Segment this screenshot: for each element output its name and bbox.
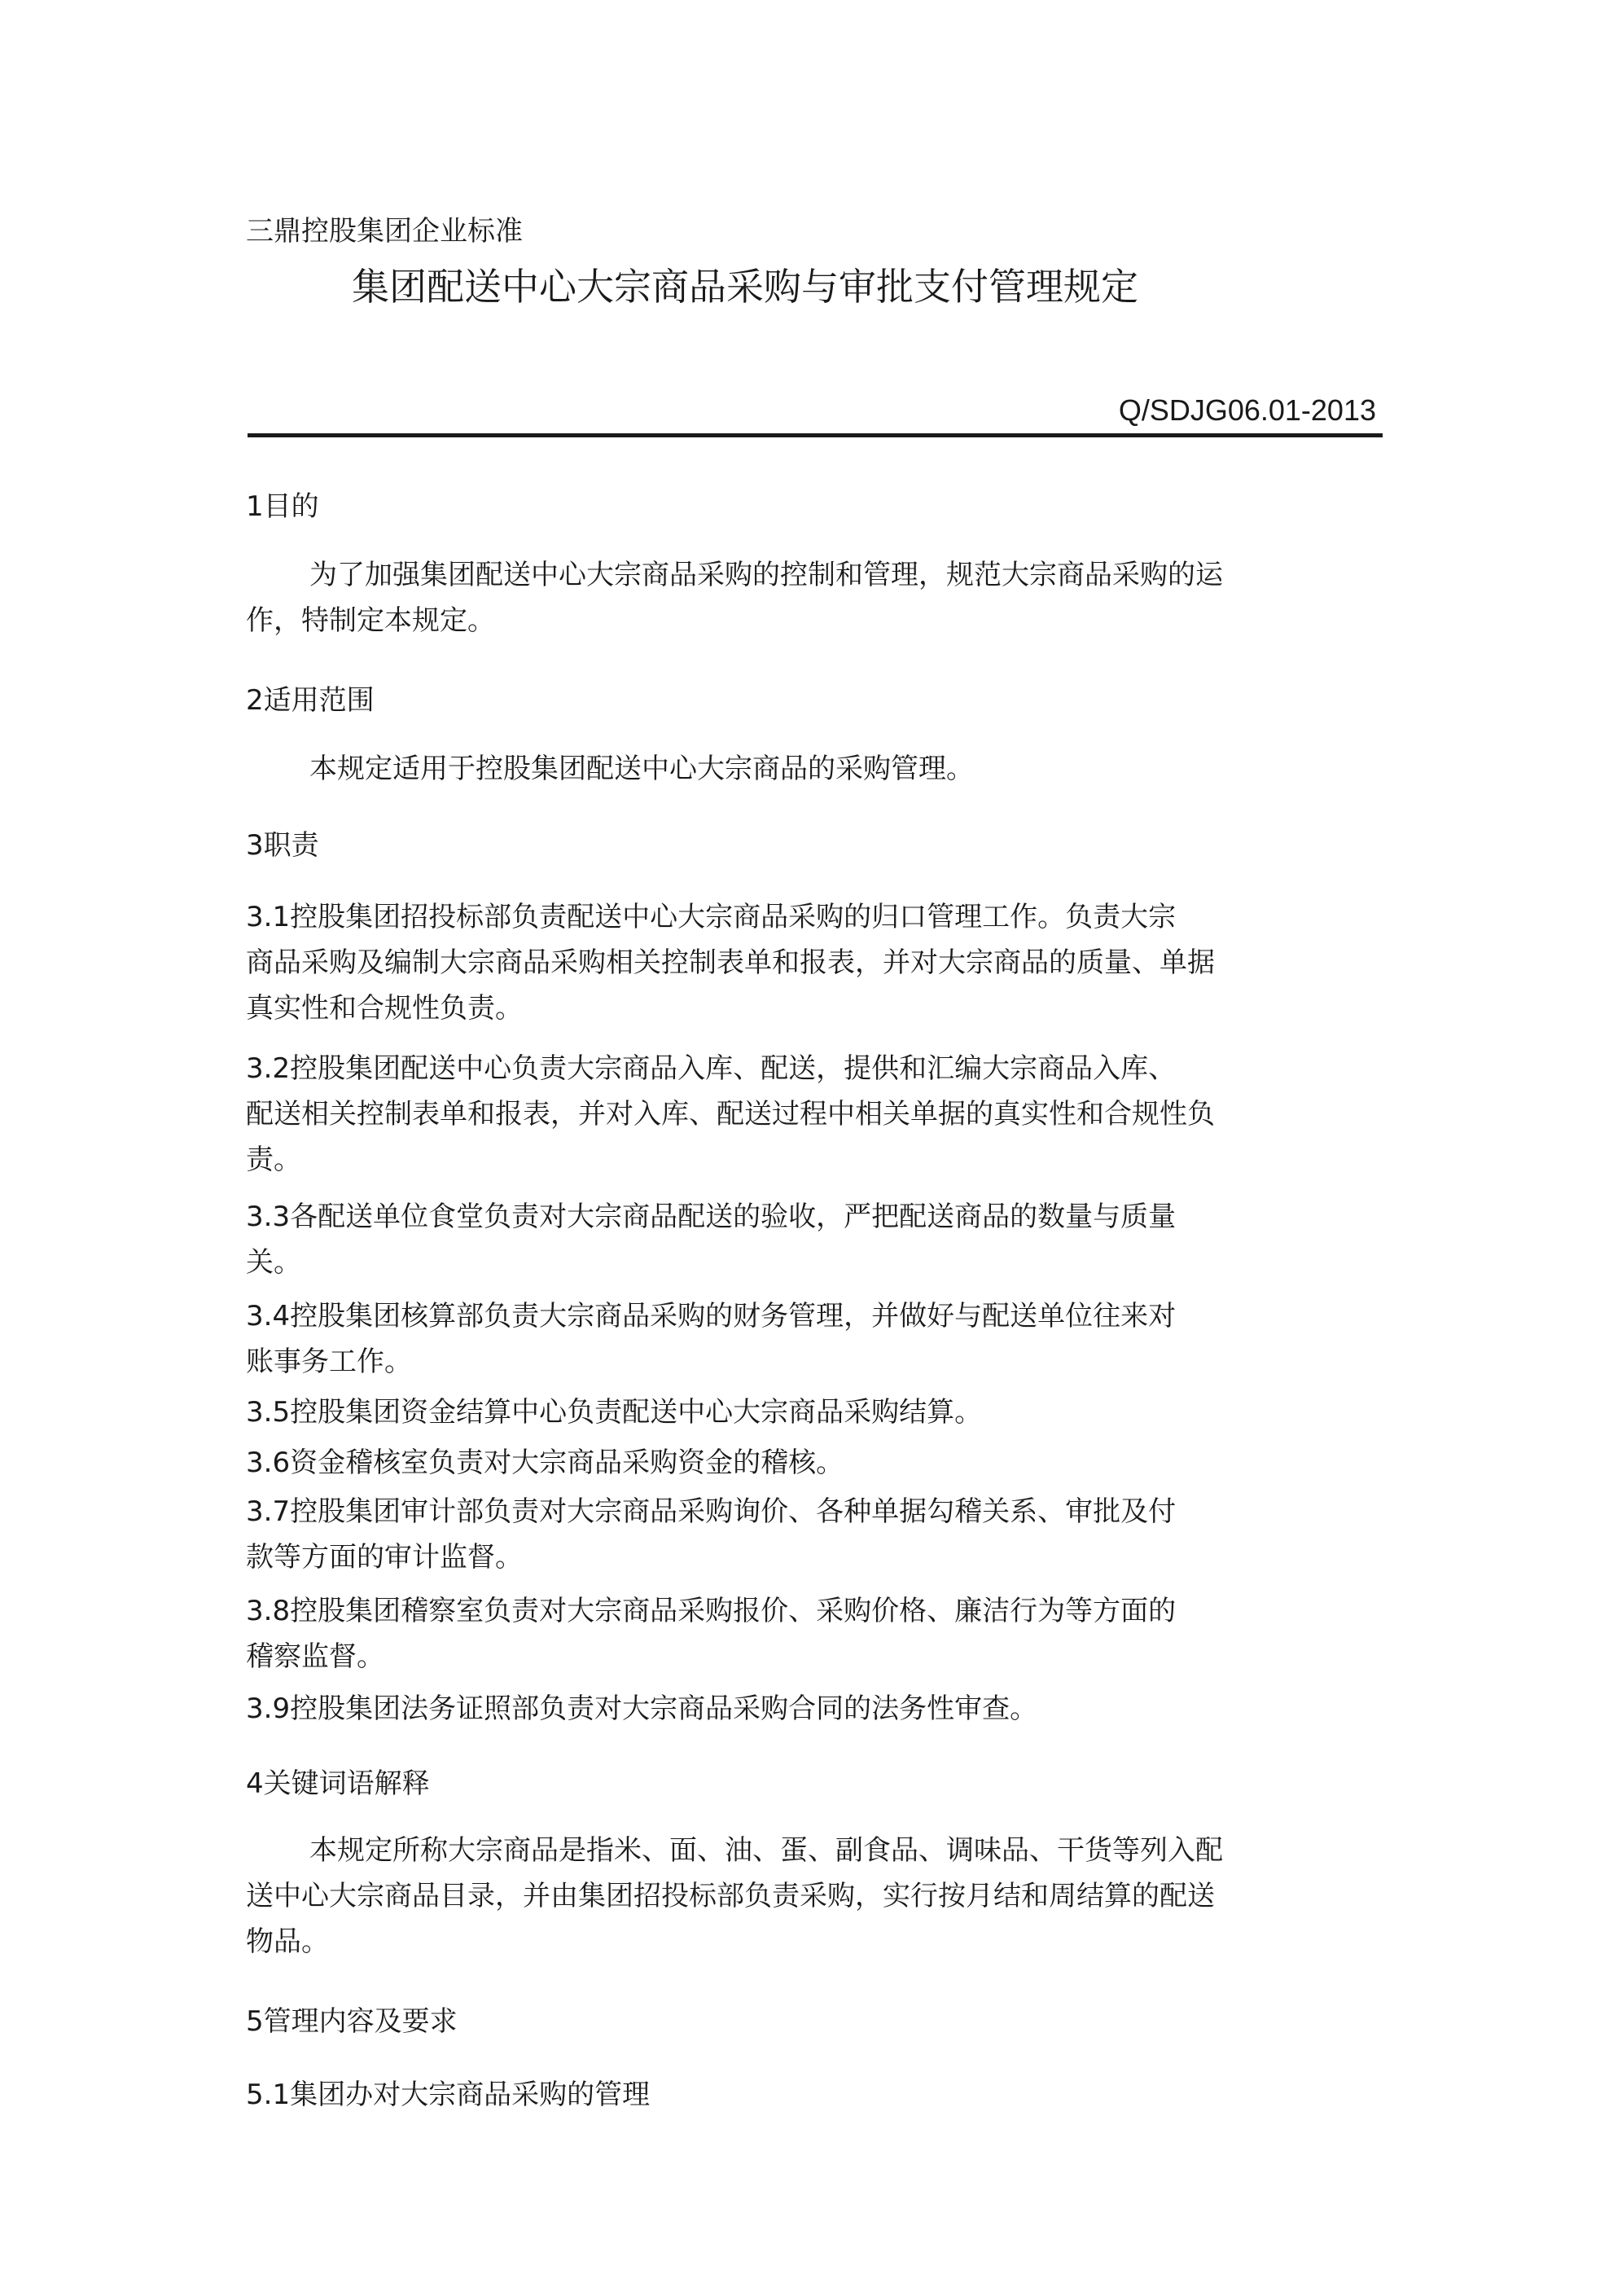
paragraph-purpose: 为了加强集团配送中心大宗商品采购的控制和管理，规范大宗商品采购的运 xyxy=(309,559,1223,591)
section-heading-scope: 2适用范围 xyxy=(246,684,375,717)
organization-standard-label: 三鼎控股集团企业标准 xyxy=(246,215,523,248)
paragraph-purpose-continued: 作，特制定本规定。 xyxy=(246,604,495,637)
responsibility-item-3-9: 3.9控股集团法务证照部负责对大宗商品采购合同的法务性审查。 xyxy=(246,1692,1038,1725)
responsibility-item-3-6: 3.6资金稽核室负责对大宗商品采购资金的稽核。 xyxy=(246,1447,844,1479)
responsibility-item-3-5: 3.5控股集团资金结算中心负责配送中心大宗商品采购结算。 xyxy=(246,1396,983,1429)
section-heading-definitions: 4关键词语解释 xyxy=(246,1767,430,1800)
responsibility-item-3-8: 3.8控股集团稽察室负责对大宗商品采购报价、采购价格、廉洁行为等方面的 稽察监督。 xyxy=(246,1595,1177,1673)
section-heading-management: 5管理内容及要求 xyxy=(246,2005,458,2038)
header-rule xyxy=(248,433,1383,437)
paragraph-scope: 本规定适用于控股集团配送中心大宗商品的采购管理。 xyxy=(309,753,974,785)
paragraph-definitions-continued: 送中心大宗商品目录，并由集团招投标部负责采购，实行按月结和周结算的配送 物品。 xyxy=(246,1880,1215,1958)
responsibility-item-3-3: 3.3各配送单位食堂负责对大宗商品配送的验收，严把配送商品的数量与质量 关。 xyxy=(246,1201,1177,1279)
responsibility-item-3-1: 3.1控股集团招投标部负责配送中心大宗商品采购的归口管理工作。负责大宗 商品采购及编制大宗商品采购相关控制表单和报表，并对大宗商品的质量、单据 真实性和合规性负责。 xyxy=(246,901,1215,1025)
subsection-heading-5-1: 5.1集团办对大宗商品采购的管理 xyxy=(246,2079,651,2111)
section-heading-responsibilities: 3职责 xyxy=(246,829,319,862)
responsibility-item-3-7: 3.7控股集团审计部负责对大宗商品采购询价、各种单据勾稽关系、审批及付 款等方面的审计监督。 xyxy=(246,1495,1177,1574)
responsibility-item-3-4: 3.4控股集团核算部负责大宗商品采购的财务管理，并做好与配送单位往来对 账事务工作。 xyxy=(246,1300,1177,1378)
document-number: Q/SDJG06.01-2013 xyxy=(1118,393,1376,427)
document-title: 集团配送中心大宗商品采购与审批支付管理规定 xyxy=(352,265,1138,309)
paragraph-definitions: 本规定所称大宗商品是指米、面、油、蛋、副食品、调味品、干货等列入配 xyxy=(309,1834,1223,1867)
responsibility-item-3-2: 3.2控股集团配送中心负责大宗商品入库、配送，提供和汇编大宗商品入库、 配送相关控制表单和报表，并对入库、配送过程中相关单据的真实性和合规性负 责。 xyxy=(246,1052,1215,1176)
section-heading-purpose: 1目的 xyxy=(246,490,319,523)
